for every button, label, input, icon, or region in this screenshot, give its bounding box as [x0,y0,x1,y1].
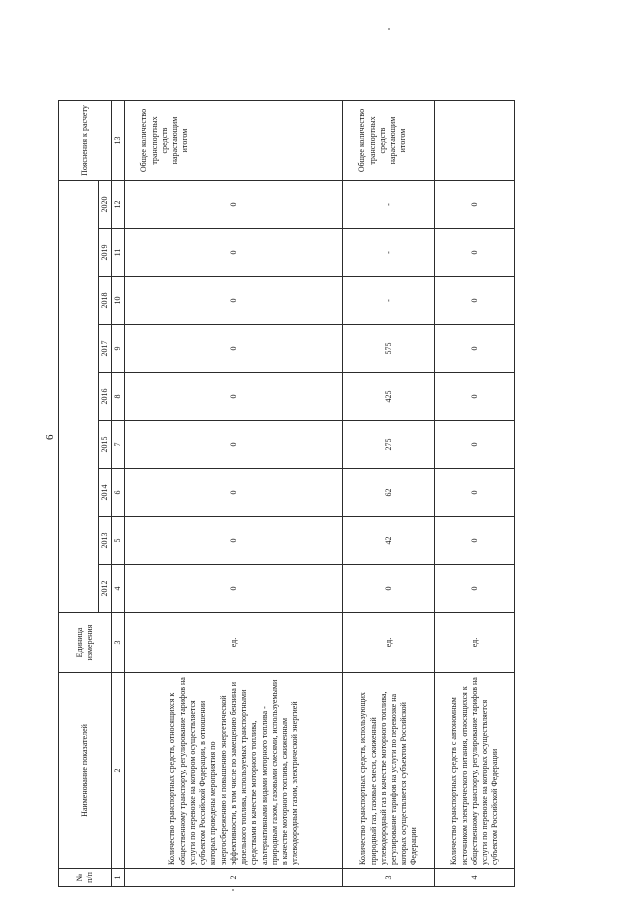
row-value: 425 [343,373,435,421]
row-name: Количество транспортных средств, относящихся к общественному транспорту, регулирование тарифов на услуги по перевозке на котором осуществляется субъектом Российской Федерации, в отношении которых проведены мероприятия по энергосбережению и повышению энергетической эффективности, в том числе по замещению бензина и дизельного топлива, используемых транспортными средствами в качестве моторного топлива, альтернативными видами моторного топлива - природным газом, газовыми смесями, используемыми в качестве моторного топлива, сжиженным углеводородным газом, электрической энергией [125,673,343,869]
row-value: 0 [125,421,343,469]
row-value: 0 [343,565,435,613]
header-years-group [59,181,99,613]
row-value: - [343,181,435,229]
row-value: - [343,277,435,325]
row-name: Количество транспортных средств с автономным источником электрического питания, относящихся к общественному транспорту, регулирование тарифов на услуги по перевозке на которых осуществляется субъектом Российской Федерации [435,673,515,869]
row-value: 0 [435,229,515,277]
col-number: 7 [112,421,125,469]
col-number: 9 [112,325,125,373]
row-value: 0 [435,565,515,613]
row-value: 0 [125,565,343,613]
table-row [435,101,515,887]
row-value: 0 [125,373,343,421]
table-row [125,101,343,887]
col-number: 10 [112,277,125,325]
row-value: 0 [125,469,343,517]
row-value: - [343,229,435,277]
row-value: 0 [125,181,343,229]
column-number-row [112,101,125,887]
col-number: 8 [112,373,125,421]
row-num: 2 [125,869,343,887]
header-year: 2012 [99,565,112,613]
row-value: 275 [343,421,435,469]
indicators-table [58,100,515,887]
header-year: 2019 [99,229,112,277]
page-number: 6 [44,434,56,440]
col-number: 4 [112,565,125,613]
row-value: 42 [343,517,435,565]
col-number: 2 [112,673,125,869]
row-value: 0 [435,517,515,565]
row-value: 0 [435,469,515,517]
row-value: 0 [435,421,515,469]
row-name: Количество транспортных средств, использующих природный газ, газовые смеси, сжиженный углеводородный газ в качестве моторного топлива, регулирование тарифов на услуги по перевозке на которых осуществляется субъектом Российской Федерации [343,673,435,869]
col-number: 1 [112,869,125,887]
header-year: 2014 [99,469,112,517]
row-num: 4 [435,869,515,887]
row-value: 575 [343,325,435,373]
header-year: 2013 [99,517,112,565]
row-value: 62 [343,469,435,517]
col-number: 6 [112,469,125,517]
row-value: 0 [125,517,343,565]
row-unit: ед. [343,613,435,673]
row-value: 0 [125,277,343,325]
row-unit: ед. [435,613,515,673]
header-num: № п/п [59,869,112,887]
row-value: 0 [125,325,343,373]
row-value: 0 [125,229,343,277]
row-note: Общее количество транспортных средств нарастающим итогом [343,101,435,181]
row-value: 0 [435,373,515,421]
row-unit: ед. [125,613,343,673]
row-value: 0 [435,181,515,229]
col-number: 5 [112,517,125,565]
header-year: 2017 [99,325,112,373]
table-row [343,101,435,887]
header-name: Наименование показателей [59,673,112,869]
row-note [435,101,515,181]
header-year: 2018 [99,277,112,325]
col-number: 12 [112,181,125,229]
row-value: 0 [435,277,515,325]
header-row [59,101,99,887]
header-note: Пояснения к расчету [59,101,112,181]
header-year: 2015 [99,421,112,469]
row-value: 0 [435,325,515,373]
col-number: 11 [112,229,125,277]
col-number: 13 [112,101,125,181]
header-year: 2016 [99,373,112,421]
header-unit: Единица измерения [59,613,112,673]
row-note: Общее количество транспортных средств нарастающим итогом [125,101,343,181]
header-year: 2020 [99,181,112,229]
row-num: 3 [343,869,435,887]
col-number: 3 [112,613,125,673]
